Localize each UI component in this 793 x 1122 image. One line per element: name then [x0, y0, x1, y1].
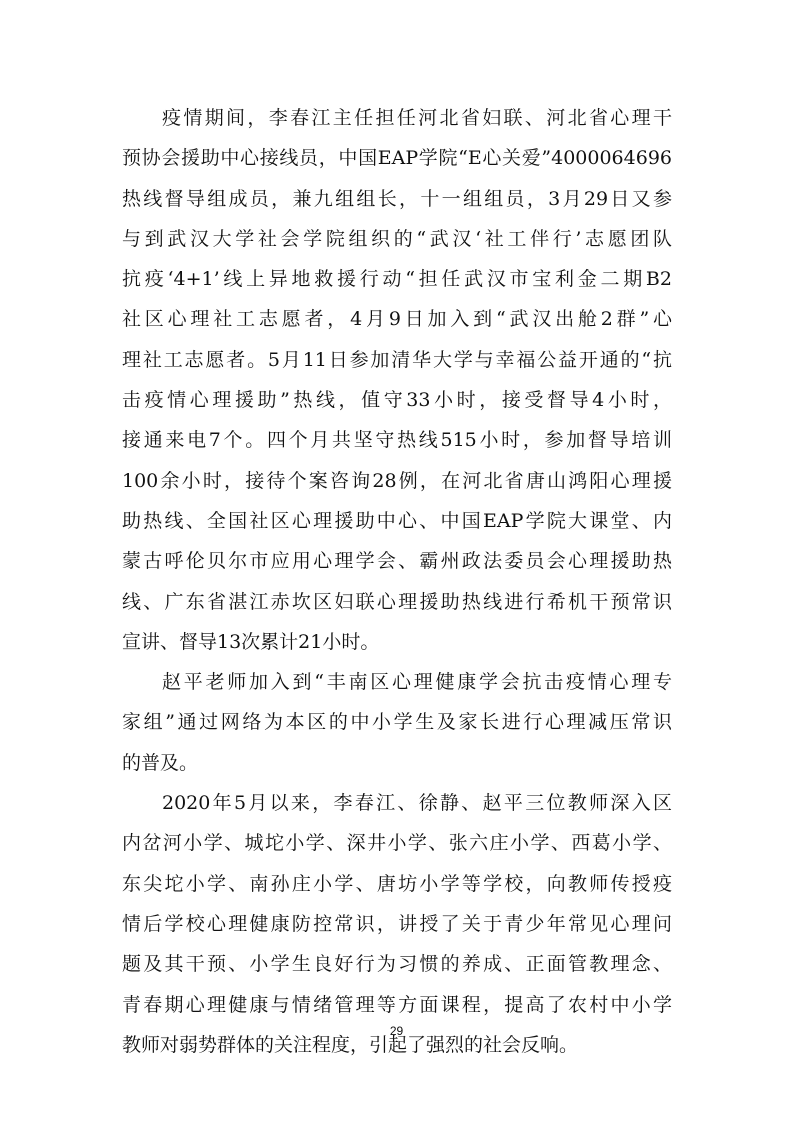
paragraph-expert-group [122, 662, 672, 783]
text-line: 青春期心理健康与情绪管理等方面课程，提高了农村中小学 [122, 993, 672, 1016]
paragraph-volunteer-hotline [122, 98, 672, 662]
text-line: 的普及。 [122, 751, 199, 774]
page-number: 29 [389, 1024, 404, 1038]
text-line: 预协会援助中心接线员，中国EAP学院“E心关爱”4000064696 [122, 147, 672, 170]
text-line: 内岔河小学、城坨小学、深井小学、张六庄小学、西葛小学、 [122, 832, 672, 855]
text-line: 击疫情心理援助”热线，值守33小时，接受督导4小时， [122, 389, 672, 412]
text-line: 2020年5月以来，李春江、徐静、赵平三位教师深入区 [162, 792, 672, 815]
paragraph-school-outreach [122, 783, 672, 1065]
text-line: 100余小时，接待个案咨询28例，在河北省唐山鸿阳心理援 [122, 469, 672, 492]
text-line: 情后学校心理健康防控常识，讲授了关于青少年常见心理问 [122, 912, 672, 935]
text-line: 题及其干预、小学生良好行为习惯的养成、正面管教理念、 [122, 953, 672, 976]
text-line: 与到武汉大学社会学院组织的“武汉‘社工伴行’志愿团队 [122, 227, 672, 250]
text-line: 蒙古呼伦贝尔市应用心理学会、霸州政法委员会心理援助热 [122, 550, 672, 573]
text-line: 东尖坨小学、南孙庄小学、唐坊小学等学校，向教师传授疫 [122, 872, 672, 895]
text-line: 热线督导组成员，兼九组组长，十一组组员，3月29日又参 [122, 187, 672, 210]
text-line: 家组”通过网络为本区的中小学生及家长进行心理减压常识 [122, 711, 672, 734]
text-line: 疫情期间，李春江主任担任河北省妇联、河北省心理干 [162, 107, 672, 129]
text-line: 接通来电7个。四个月共坚守热线515小时，参加督导培训 [122, 429, 672, 452]
text-line: 赵平老师加入到“丰南区心理健康学会抗击疫情心理专 [162, 671, 672, 694]
text-line: 教师对弱势群体的关注程度，引起了强烈的社会反响。 [122, 1033, 579, 1056]
text-line: 宣讲、督导13次累计21小时。 [122, 630, 380, 653]
text-line: 线、广东省湛江赤坎区妇联心理援助热线进行希机干预常识 [122, 590, 672, 613]
text-line: 理社工志愿者。5月11日参加清华大学与幸福公益开通的“抗 [122, 348, 672, 371]
text-line: 助热线、全国社区心理援助中心、中国EAP学院大课堂、内 [122, 509, 672, 532]
text-line: 抗疫‘4+1’线上异地救援行动“担任武汉市宝利金二期B2 [122, 268, 672, 291]
page-body [122, 98, 672, 1065]
text-line: 社区心理社工志愿者，4月9日加入到“武汉出舱2群”心 [122, 308, 672, 331]
